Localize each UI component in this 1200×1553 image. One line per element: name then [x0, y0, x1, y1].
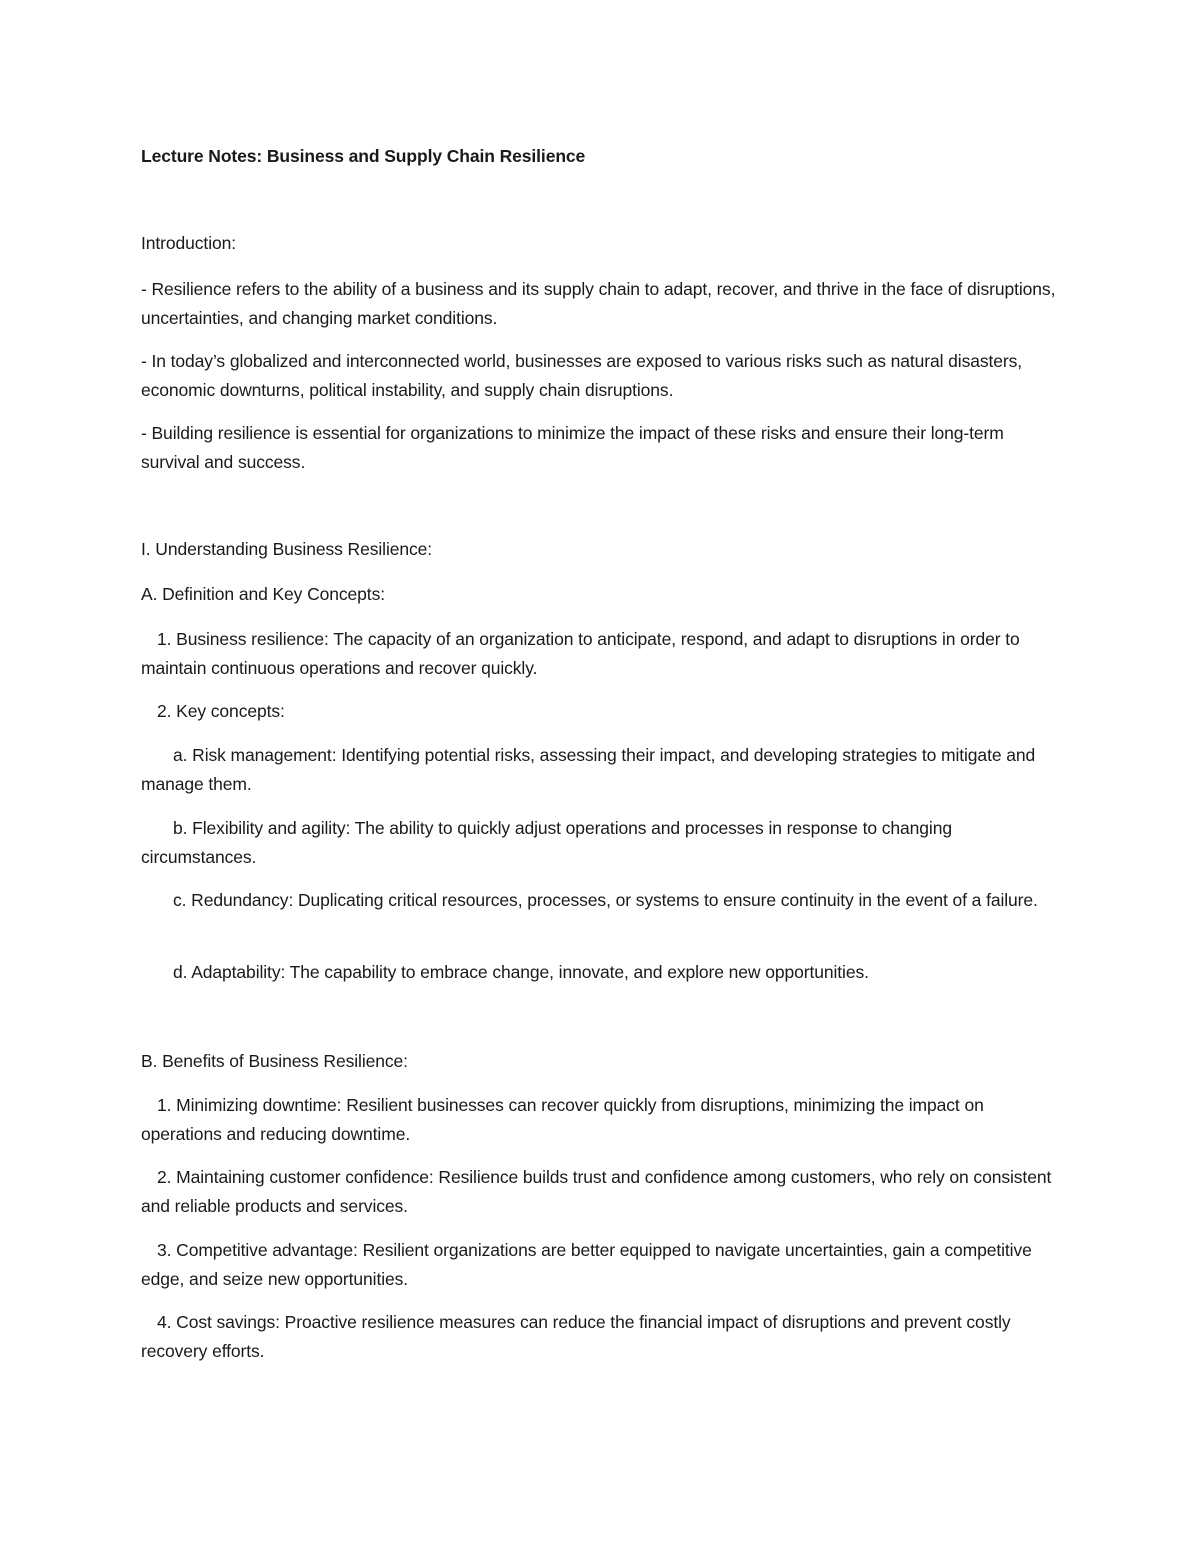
subsection-b-heading: B. Benefits of Business Resilience:: [141, 1051, 408, 1071]
benefit-item-2: 2. Maintaining customer confidence: Resilience builds trust and confidence among customers, who rely on consistent and reliable products and services.: [141, 1167, 1052, 1216]
subsection-a-heading: A. Definition and Key Concepts:: [141, 584, 385, 604]
section-1-heading: I. Understanding Business Resilience:: [141, 539, 433, 559]
benefit-item-3: 3. Competitive advantage: Resilient organizations are better equipped to navigate uncertainties, gain a competitive edge, and seize new opportunities.: [141, 1240, 1032, 1289]
key-concept-a: a. Risk management: Identifying potential risks, assessing their impact, and developing strategies to mitigate and manage them.: [141, 745, 1036, 794]
intro-bullet-1: - Resilience refers to the ability of a business and its supply chain to adapt, recover, and thrive in the face of disruptions, uncertainties, and changing market conditions.: [141, 279, 1056, 328]
benefit-item-4: 4. Cost savings: Proactive resilience measures can reduce the financial impact of disruptions and prevent costly recovery efforts.: [141, 1312, 1011, 1361]
intro-bullet-3: - Building resilience is essential for organizations to minimize the impact of these risks and ensure their long-term survival and success.: [141, 423, 1004, 472]
introduction-heading: Introduction:: [141, 233, 237, 253]
document-title: Lecture Notes: Business and Supply Chain Resilience: [141, 146, 586, 166]
benefit-item-1: 1. Minimizing downtime: Resilient businesses can recover quickly from disruptions, minimizing the impact on operations and reducing downtime.: [141, 1095, 984, 1144]
definition-item-2: 2. Key concepts:: [157, 701, 285, 721]
key-concept-c: c. Redundancy: Duplicating critical resources, processes, or systems to ensure continuity in the event of a failure.: [173, 890, 1038, 910]
intro-bullet-2: - In today’s globalized and interconnected world, businesses are exposed to various risks such as natural disasters, economic downturns, political instability, and supply chain disruptions.: [141, 351, 1023, 400]
key-concept-b: b. Flexibility and agility: The ability to quickly adjust operations and processes in response to changing circumstances.: [141, 818, 952, 867]
definition-item-1: 1. Business resilience: The capacity of an organization to anticipate, respond, and adapt to disruptions in order to maintain continuous operations and recover quickly.: [141, 629, 1020, 678]
key-concept-d: d. Adaptability: The capability to embrace change, innovate, and explore new opportunities.: [173, 962, 869, 982]
